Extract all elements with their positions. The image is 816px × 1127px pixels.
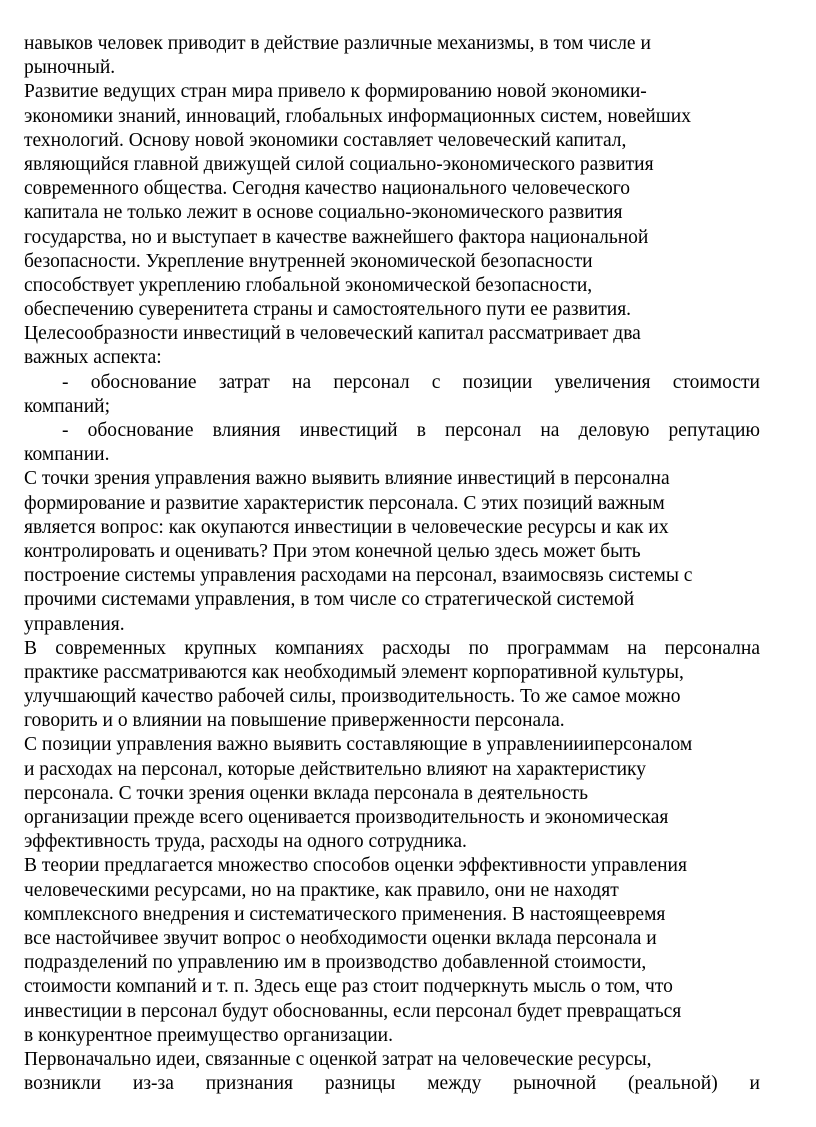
text-line: подразделений по управлению им в производство добавленной стоимости, [24,952,647,974]
text-line: персонала. С точки зрения оценки вклада персонала в деятельность [24,782,588,804]
text-line: формирование и развитие характеристик персонала. С этих позиций важным [24,492,665,514]
text-line: управления. [24,613,125,635]
text-line: навыков человек приводит в действие различные механизмы, в том числе и [24,33,651,54]
text-line: контролировать и оценивать? При этом конечной целью здесь может быть [24,540,641,562]
text-line: капитала не только лежит в основе социально-экономического развития [24,202,623,224]
text-line: эффективность труда, расходы на одного сотрудника. [24,831,467,853]
text-line: построение системы управления расходами на персонал, взаимосвязь системы с [24,565,693,587]
text-line: экономики знаний, инноваций, глобальных информационных систем, новейших [24,105,691,127]
document-text [24,32,760,1096]
text-line: С точки зрения управления важно выявить влияние инвестиций в персонална [24,468,670,490]
text-line: Развитие ведущих стран мира привело к формированию новой экономики- [24,81,647,103]
text-line: человеческими ресурсами, но на практике, как правило, они не находят [24,879,619,901]
text-line: компаний; [24,395,111,417]
text-line: Целесообразности инвестиций в человеческий капитал рассматривает два [24,323,641,345]
text-line: все настойчивее звучит вопрос о необходимости оценки вклада персонала и [24,927,657,949]
text-line: современного общества. Сегодня качество национального человеческого [24,178,631,200]
text-line: комплексного внедрения и систематического применения. В настоящеевремя [24,903,666,925]
text-line: являющийся главной движущей силой социально-экономического развития [24,153,654,175]
text-line: и расходах на персонал, которые действительно влияют на характеристику [24,758,646,780]
text-line: улучшающий качество рабочей силы, производительность. То же самое можно [24,686,681,708]
text-line: в конкурентное преимущество организации. [24,1024,393,1046]
text-line: В теории предлагается множество способов оценки эффективности управления [24,855,687,877]
text-line: В современных крупных компаниях расходы по программам на персонална [24,637,760,659]
text-line: важных аспекта: [24,347,162,369]
text-line: организации прежде всего оценивается производительность и экономическая [24,807,669,828]
text-line: инвестиции в персонал будут обоснованны, если персонал будет превращаться [24,1000,682,1022]
list-item-line: - обоснование затрат на персонал с позиции увеличения стоимости [62,371,760,393]
text-line: является вопрос: как окупаются инвестиции в человеческие ресурсы и как их [24,516,669,538]
text-line: технологий. Основу новой экономики составляет человеческий капитал, [24,129,627,151]
text-line: прочими системами управления, в том числе со стратегической системой [24,589,635,611]
text-line: рыночный. [24,57,116,79]
text-line: практике рассматриваются как необходимый элемент корпоративной культуры, [24,661,684,683]
text-line: Первоначально идеи, связанные с оценкой затрат на человеческие ресурсы, [24,1048,652,1070]
text-line: стоимости компаний и т. п. Здесь еще раз стоит подчеркнуть мысль о том, что [24,976,673,998]
list-item-line: - обоснование влияния инвестиций в персонал на деловую репутацию [62,420,760,441]
text-line: говорить и о влиянии на повышение приверженности персонала. [24,710,565,732]
text-line: способствует укреплению глобальной экономической безопасности, [24,274,593,296]
text-line: безопасности. Укрепление внутренней экономической безопасности [24,250,593,272]
text-line: обеспечению суверенитета страны и самостоятельного пути ее развития. [24,299,632,321]
text-line: государства, но и выступает в качестве важнейшего фактора национальной [24,226,649,248]
text-line: возникли из-за признания разницы между рыночной (реальной) и [24,1073,760,1095]
text-line: С позиции управления важно выявить составляющие в управлениииперсоналом [24,734,693,756]
text-line: компании. [24,444,110,466]
